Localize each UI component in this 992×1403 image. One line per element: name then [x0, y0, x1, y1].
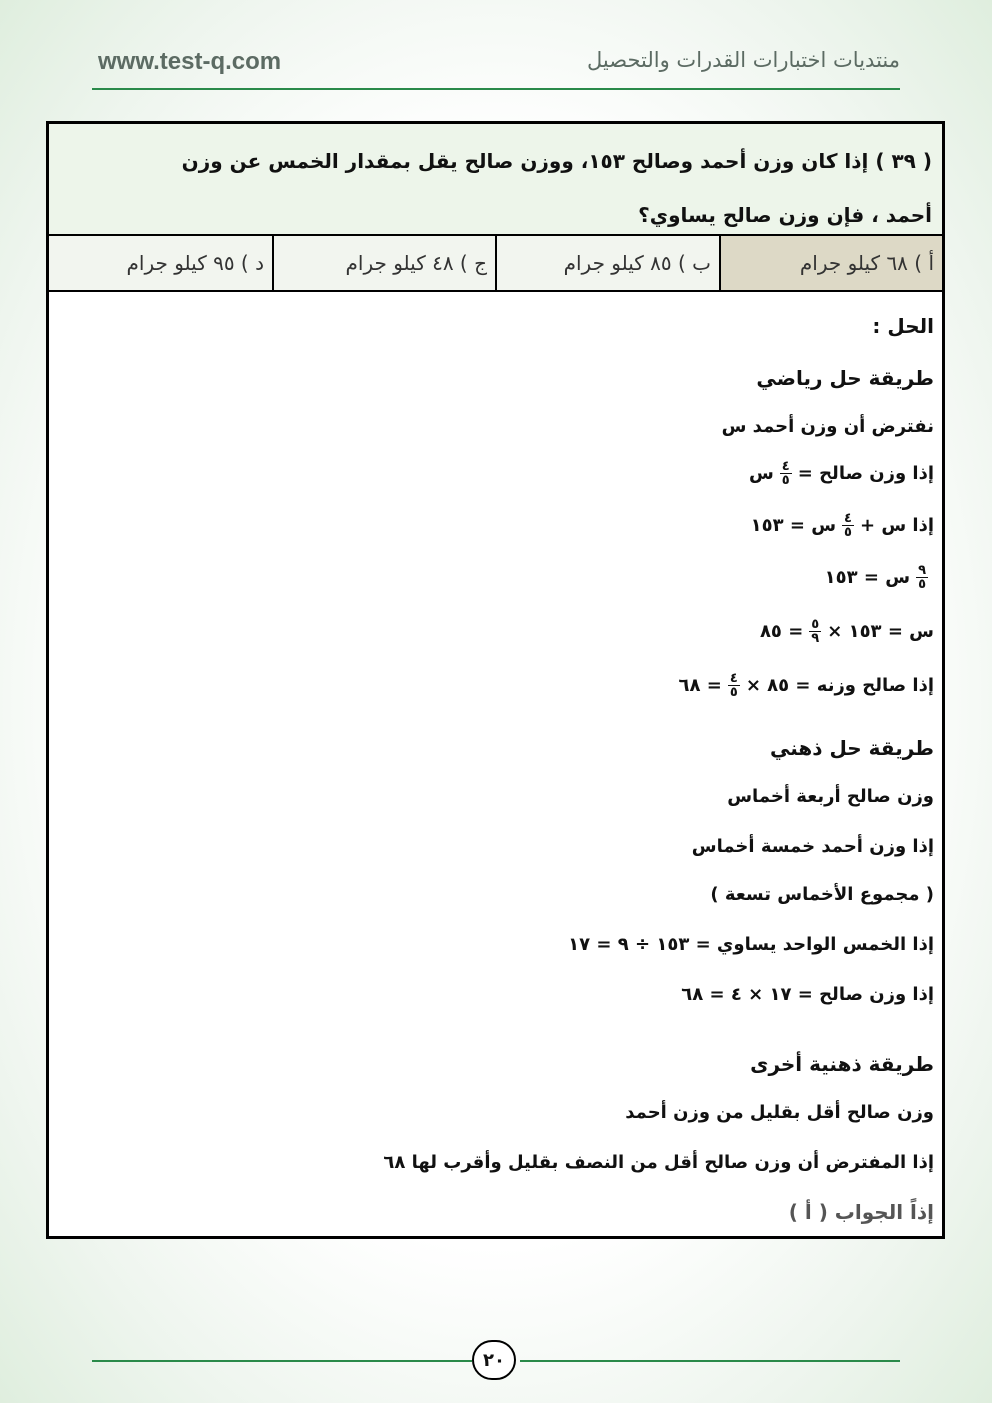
- solution-label: الحل :: [872, 314, 934, 338]
- question-line-1: ( ٣٩ ) إذا كان وزن أحمد وصالح ١٥٣، ووزن صالح يقل بمقدار الخمس عن وزن: [181, 149, 932, 173]
- fraction-9-5: $\frac{٩}{٥}$: [918, 563, 926, 592]
- method1-line-3: [751, 512, 934, 539]
- m1-l6-post: = ٦٨: [678, 675, 722, 696]
- fraction-5-9: $\frac{٥}{٩}$: [811, 617, 820, 646]
- option-a-label: أ ) ٦٨ كيلو جرام: [799, 251, 934, 275]
- method1-line-4: [825, 564, 934, 591]
- method1-line-5: [760, 618, 934, 645]
- header-divider: [92, 88, 900, 90]
- option-b-label: ب ) ٨٥ كيلو جرام: [563, 251, 711, 275]
- option-c[interactable]: [272, 236, 495, 290]
- m1-l6-pre: إذا صالح وزنه = ٨٥ ×: [745, 675, 934, 696]
- method1-line-1: نفترض أن وزن أحمد س: [721, 416, 934, 437]
- method3-title: طريقة ذهنية أخرى: [750, 1052, 934, 1076]
- fraction-4-5: $\frac{٤}{٥}$: [729, 671, 738, 700]
- question-text: [49, 124, 942, 236]
- method2-line-5: إذا وزن صالح = ١٧ × ٤ = ٦٨: [681, 984, 934, 1005]
- m1-l2-post: س: [748, 463, 774, 484]
- forum-title: منتديات اختبارات القدرات والتحصيل: [587, 48, 900, 72]
- m1-l4-post: س = ١٥٣: [824, 567, 911, 588]
- m1-l3-pre: إذا س +: [859, 515, 934, 536]
- option-d[interactable]: [49, 236, 272, 290]
- option-b[interactable]: [495, 236, 719, 290]
- method3-line-2: إذا المفترض أن وزن صالح أقل من النصف بقليل وأقرب لها ٦٨: [383, 1152, 934, 1173]
- method1-line-2: [749, 460, 934, 487]
- solution-section: [49, 292, 942, 1236]
- site-url: www.test-q.com: [98, 48, 282, 75]
- option-c-label: ج ) ٤٨ كيلو جرام: [345, 251, 487, 275]
- m1-l2-pre: إذا وزن صالح =: [797, 463, 934, 484]
- question-box: [46, 121, 945, 1239]
- method1-title: طريقة حل رياضي: [756, 366, 934, 390]
- fraction-4-5: $\frac{٤}{٥}$: [781, 459, 790, 488]
- option-d-label: د ) ٩٥ كيلو جرام: [126, 251, 264, 275]
- method2-line-3: ( مجموع الأخماس تسعة ): [710, 884, 934, 905]
- option-a[interactable]: [719, 236, 942, 290]
- method3-line-1: وزن صالح أقل بقليل من وزن أحمد: [625, 1102, 934, 1123]
- footer-divider-right: [520, 1360, 900, 1362]
- answer-options: [49, 236, 942, 292]
- method2-line-4: إذا الخمس الواحد يساوي = ١٥٣ ÷ ٩ = ١٧: [568, 934, 934, 955]
- method2-line-2: إذا وزن أحمد خمسة أخماس: [691, 836, 934, 857]
- footer-divider-left: [92, 1360, 472, 1362]
- method1-line-6: [679, 672, 934, 699]
- m1-l5-pre: س = ١٥٣ ×: [827, 621, 934, 642]
- m1-l3-post: س = ١٥٣: [750, 515, 837, 536]
- method2-title: طريقة حل ذهني: [769, 736, 934, 760]
- fraction-4-5: $\frac{٤}{٥}$: [844, 511, 852, 540]
- page-number: ٢٠: [472, 1340, 516, 1380]
- method2-line-1: وزن صالح أربعة أخماس: [727, 786, 934, 807]
- final-answer: إذاً الجواب ( أ ): [788, 1200, 934, 1224]
- question-line-2: أحمد ، فإن وزن صالح يساوي؟: [638, 203, 932, 227]
- m1-l5-post: = ٨٥: [759, 621, 804, 642]
